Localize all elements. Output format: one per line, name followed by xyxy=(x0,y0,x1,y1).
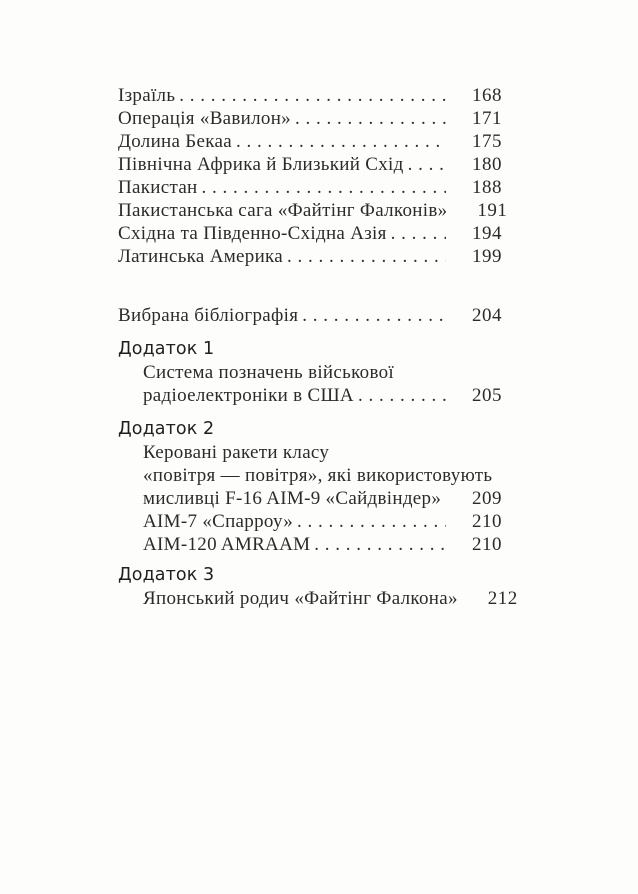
dot-leader xyxy=(179,84,446,107)
toc-entry-label: Долина Бекаа xyxy=(118,131,232,152)
toc-entry-label: Додаток 2 xyxy=(118,419,215,439)
toc-entry-label: Система позначень військової xyxy=(143,362,394,383)
page-number: 175 xyxy=(472,131,502,152)
toc-entry-label: Ізраїль xyxy=(118,85,176,106)
toc-entry-label: Латинська Америка xyxy=(118,246,284,267)
page-number: 210 xyxy=(472,511,502,532)
page-number: 209 xyxy=(472,488,502,509)
toc-row xyxy=(118,587,518,610)
toc-row xyxy=(118,176,502,199)
toc-entry-label: Вибрана бібліографія xyxy=(118,305,299,326)
toc-section-heading xyxy=(118,564,502,587)
toc-entry-label: Пакистанська сага «Файтінг Фалконів» xyxy=(118,200,448,221)
page-number: 191 xyxy=(477,200,508,221)
toc-row xyxy=(118,384,502,407)
dot-leader xyxy=(297,510,446,533)
toc-row xyxy=(118,464,502,487)
page-number: 168 xyxy=(472,85,502,106)
page-number: 210 xyxy=(472,534,502,555)
toc-row xyxy=(118,199,508,222)
toc-entry-label: Операція «Вавилон» xyxy=(118,108,291,129)
dot-leader xyxy=(202,176,446,199)
toc-row xyxy=(118,245,502,268)
dot-leader xyxy=(287,245,446,268)
toc-row xyxy=(118,533,502,556)
dot-leader xyxy=(314,533,446,556)
table-of-contents xyxy=(118,84,518,610)
dot-leader xyxy=(236,130,446,153)
toc-entry-label: радіоелектроніки в США xyxy=(143,385,354,406)
toc-row xyxy=(118,222,502,245)
toc-row xyxy=(118,84,502,107)
toc-row xyxy=(118,361,502,384)
dot-leader xyxy=(445,487,446,510)
page-number: 180 xyxy=(472,154,502,175)
toc-row xyxy=(118,441,502,464)
page-number: 171 xyxy=(472,108,502,129)
dot-leader xyxy=(391,222,446,245)
toc-section-heading xyxy=(118,338,502,361)
toc-entry-label: Пакистан xyxy=(118,177,198,198)
toc-entry-label: Східна та Південно-Східна Азія xyxy=(118,223,387,244)
page-number: 204 xyxy=(472,305,502,326)
toc-entry-label: Північна Африка й Близький Схід xyxy=(118,154,404,175)
dot-leader xyxy=(295,107,446,130)
dot-leader xyxy=(302,304,446,327)
page-number: 194 xyxy=(472,223,502,244)
toc-entry-label: Додаток 1 xyxy=(118,339,215,359)
page-number: 212 xyxy=(487,588,518,609)
toc-row xyxy=(118,130,502,153)
page-number: 188 xyxy=(472,177,502,198)
toc-row xyxy=(118,487,502,510)
page-number: 199 xyxy=(472,246,502,267)
toc-row xyxy=(118,304,502,327)
toc-entry-label: «повітря — повітря», які використовують xyxy=(143,465,493,486)
dot-leader xyxy=(358,384,446,407)
dot-leader xyxy=(408,153,446,176)
toc-row xyxy=(118,153,502,176)
toc-entry-label: AIM-7 «Спарроу» xyxy=(143,511,294,532)
page-number: 205 xyxy=(472,385,502,406)
toc-entry-label: Японський родич «Файтінг Фалкона» xyxy=(143,588,458,609)
toc-entry-label: AIM-120 AMRAAM xyxy=(143,534,311,555)
toc-section-heading xyxy=(118,418,502,441)
toc-entry-label: Додаток 3 xyxy=(118,565,215,585)
toc-entry-label: мисливці F-16 AIM-9 «Сайдвіндер» xyxy=(143,488,442,509)
toc-row xyxy=(118,510,502,533)
toc-row xyxy=(118,107,502,130)
toc-entry-label: Керовані ракети класу xyxy=(143,442,330,463)
